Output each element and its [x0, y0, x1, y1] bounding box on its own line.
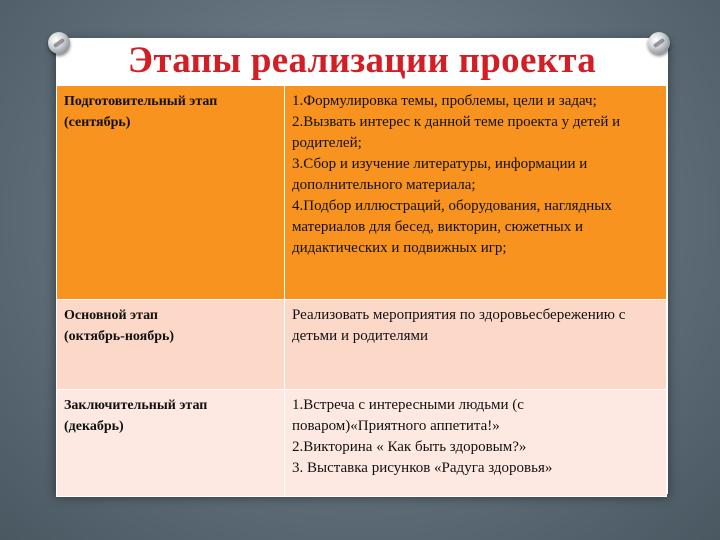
stage-name-cell: [57, 390, 285, 497]
page-title: Этапы реализации проекта: [127, 40, 597, 81]
stage-description: 1.Встреча с интересными людьми (с поваром)«Приятного аппетита!» 2.Викторина « Как быть здоровым?» 3. Выставка рисунков «Радуга здоровья»: [292, 397, 553, 476]
table-row: [57, 300, 667, 390]
table-row: [57, 390, 667, 497]
stage-name-cell: [57, 86, 285, 300]
stage-description-cell: [285, 300, 667, 390]
stage-name: Подготовительный этап (сентябрь): [64, 94, 218, 130]
table-row: [57, 86, 667, 300]
stages-table: [56, 85, 667, 497]
stage-description: 1.Формулировка темы, проблемы, цели и задач; 2.Вызвать интерес к данной теме проекта у детей и родителей; 3.Сбор и изучение литературы, информации и дополнительного материала; 4.Подбор иллюстраций, оборудования, наглядных материалов для бесед, викторин, сюжетных и дидактических и подвижных игр;: [292, 93, 621, 256]
stage-name: Заключительный этап (декабрь): [64, 398, 208, 434]
stage-description-cell: [285, 86, 667, 300]
stage-description-cell: [285, 390, 667, 497]
stage-description: Реализовать мероприятия по здоровьесбережению с детьми и родителями: [292, 307, 626, 344]
stage-name: Основной этап (октябрь-ноябрь): [64, 308, 175, 344]
stage-name-cell: [57, 300, 285, 390]
